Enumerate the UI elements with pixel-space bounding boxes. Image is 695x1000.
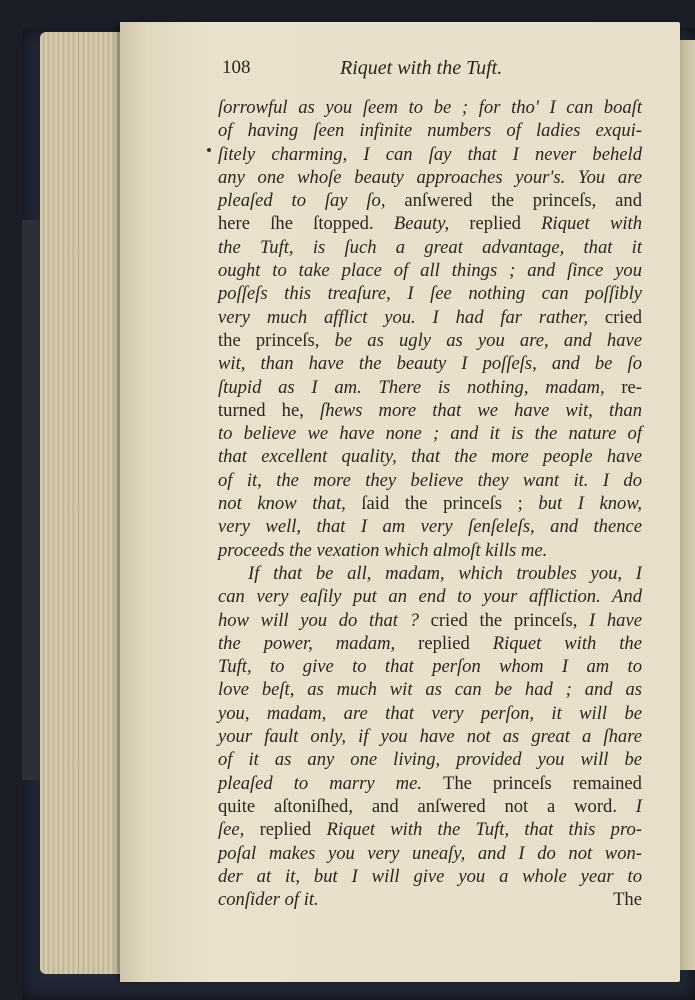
text-line [218,166,642,189]
text-segment: pleaſed to marry me. [218,772,444,794]
text-line [218,259,642,282]
text-segment: cried the princeſs, [430,609,590,631]
text-segment: be as ugly as you are, and have [334,329,642,351]
text-line [218,376,642,399]
text-segment: of having ſeen infinite numbers of ladies exqui- [218,120,642,142]
text-segment: how will you do that ? [218,609,431,631]
text-segment: re- [621,376,642,398]
text-line [218,119,642,142]
text-line [218,445,642,468]
body-text [218,96,642,911]
text-segment: If that be all, madam, which troubles you, I [248,562,642,584]
text-line [218,725,642,748]
text-segment: Beauty, [393,213,470,235]
text-segment: pleaſed to ſay ſo, [218,190,405,212]
text-line [218,399,642,422]
text-segment: anſwered the princeſs, and [404,190,642,212]
text-line [218,306,642,329]
text-segment: ſtupid as I am. There is nothing, madam, [218,376,622,398]
text-line [218,842,642,865]
text-segment: the power, madam, [218,632,419,654]
text-segment: I [635,795,642,817]
text-segment: the princeſs, [218,329,335,351]
text-segment: I have [589,609,642,631]
text-segment: to believe we have none ; and it is the nature of [218,423,642,445]
text-line [218,236,642,259]
text-line [218,585,642,608]
text-line [218,212,642,235]
right-page-edge [679,40,695,970]
text-line [218,632,642,655]
text-segment: poſal makes you very uneaſy, and I do not won- [218,842,642,864]
text-segment: of it, the more they believe they want it. I do [218,469,642,491]
text-segment: very much afflict you. I had far rather, [218,306,605,328]
text-segment: conſider of it. [218,889,319,911]
text-segment: replied [259,819,327,841]
text-line [218,329,642,352]
text-segment: Riquet with the [492,632,642,654]
text-line [218,748,642,771]
text-segment: Riquet with the Tuft, that this pro- [326,819,642,841]
margin-mark [207,148,211,152]
text-segment: here ſhe ſtopped. [218,213,394,235]
text-line [218,143,642,166]
text-line [218,655,642,678]
text-segment: ſitely charming, I can ſay that I never beheld [218,143,642,165]
text-line [218,96,642,119]
text-segment: you, madam, are that very perſon, it will be [218,702,642,724]
text-line [218,795,642,818]
running-title: Riquet with the Tuft. [340,57,503,79]
text-segment: proceeds the vexation which almoſt kills me. [218,539,548,561]
text-segment: but I know, [538,493,643,515]
text-segment: any one whoſe beauty approaches your's. You are [218,166,642,188]
text-segment: not know that, [218,493,362,515]
text-line [218,865,642,888]
text-segment: that excellent quality, that the more people have [218,446,642,468]
text-line [218,282,642,305]
text-line [218,515,642,538]
text-segment: Riquet with [541,213,642,235]
text-segment: your fault only, if you have not as great a ſhare [218,726,642,748]
running-head [222,57,642,85]
text-segment: very well, that I am very ſenſeleſs, and thence [218,516,642,538]
text-line [218,189,642,212]
text-line [218,352,642,375]
text-segment: replied [469,213,542,235]
text-segment: wit, than have the beauty I poſſeſs, and be ſo [218,353,642,375]
text-segment: poſſeſs this treaſure, I ſee nothing can poſſibly [218,283,642,305]
text-segment: Tuft, to give to that perſon whom I am to [218,656,642,678]
text-line [218,422,642,445]
text-line [218,702,642,725]
text-segment: ought to take place of all things ; and ſince you [218,260,642,282]
text-line [218,609,642,632]
page-number: 108 [222,57,251,78]
text-segment: the Tuft, is ſuch a great advantage, that it [218,236,642,258]
text-line [218,818,642,841]
text-segment: of it as any one living, provided you will be [218,749,642,771]
text-segment: The princeſs remained [443,772,642,794]
text-segment: can very eaſily put an end to your affliction. And [218,586,642,608]
text-line [218,492,642,515]
text-line [218,469,642,492]
text-segment: replied [418,632,493,654]
text-segment: turned he, [218,399,321,421]
text-segment: quite aſtoniſhed, and anſwered not a word. [218,795,636,817]
text-segment: der at it, but I will give you a whole year to [218,865,642,887]
text-line [218,678,642,701]
text-segment: ſorrowful as you ſeem to be ; for tho' I can boaſt [218,97,642,118]
text-line [218,539,642,562]
text-segment: cried [604,306,642,328]
catchword: The [613,889,642,911]
text-line [218,562,642,585]
text-segment: love beſt, as much wit as can be had ; and as [218,679,642,701]
text-segment: ſee, [218,819,260,841]
text-segment: ſaid the princeſs ; [361,493,539,515]
text-segment: ſhews more that we have wit, than [320,399,642,421]
text-line [218,888,642,911]
text-line [218,772,642,795]
